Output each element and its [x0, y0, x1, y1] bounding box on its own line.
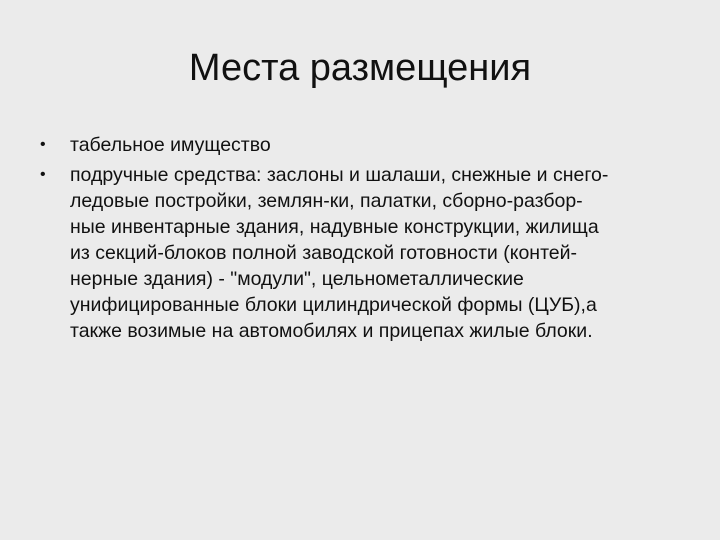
- bullet-marker: •: [40, 166, 46, 183]
- bullet-text-line: подручные средства: заслоны и шалаши, снежные и снего-: [70, 164, 609, 186]
- bullet-marker: •: [40, 136, 46, 153]
- slide-title: Места размещения: [188, 47, 532, 89]
- bullet-text-line: из секций-блоков полной заводской готовности (контей-: [70, 242, 578, 264]
- bullet-text-line: ледовые постройки, землян-ки, палатки, сборно-разбор-: [70, 190, 583, 212]
- bullet-text-line: табельное имущество: [70, 134, 271, 156]
- bullet-item-improvised-means: [34, 162, 684, 344]
- bullet-text-line: унифицированные блоки цилиндрической формы (ЦУБ),а: [70, 294, 597, 316]
- bullet-text-line: нерные здания) - "модули", цельнометаллические: [70, 268, 524, 290]
- bullet-list: [34, 132, 684, 348]
- bullet-item-equipment: [34, 132, 684, 158]
- bullet-text-line: также возимые на автомобилях и прицепах жилые блоки.: [70, 320, 593, 342]
- bullet-text-line: ные инвентарные здания, надувные конструкции, жилища: [70, 216, 599, 238]
